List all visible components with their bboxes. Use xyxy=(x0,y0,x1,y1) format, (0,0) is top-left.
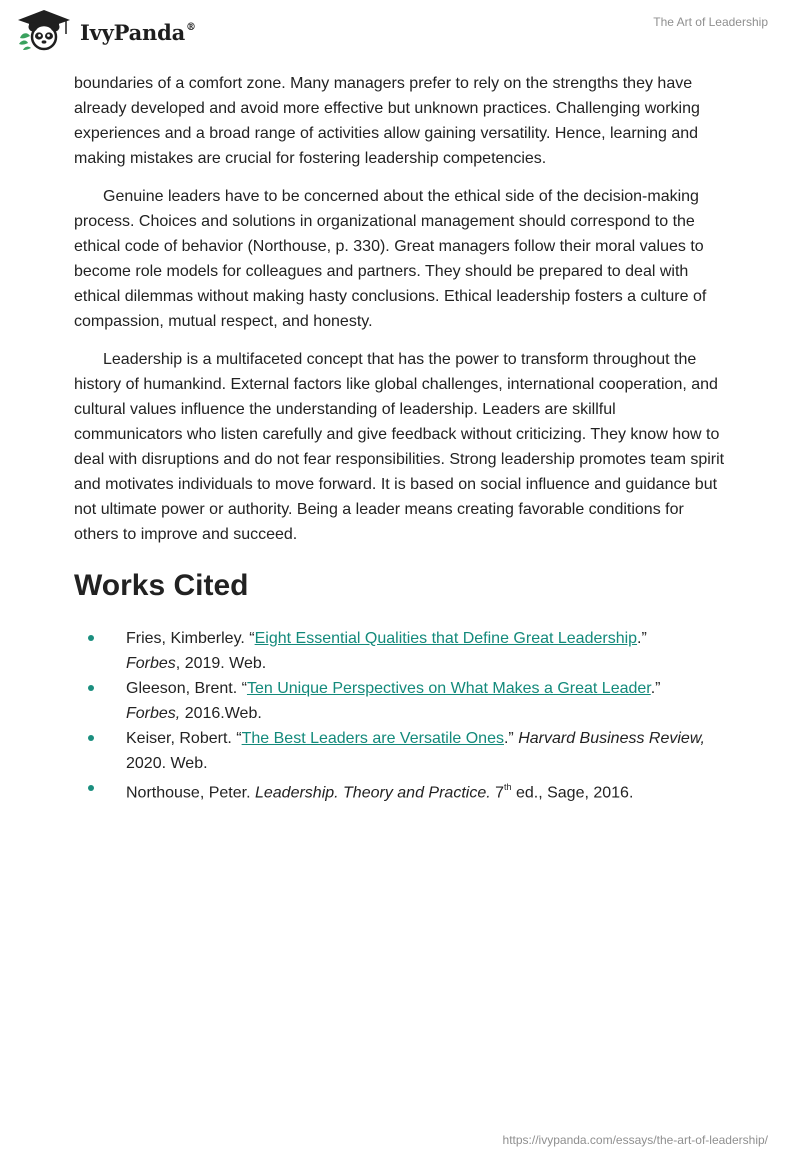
citation-author: Northouse, Peter. xyxy=(126,784,255,802)
citation-author: Fries, Kimberley. “ xyxy=(126,630,255,647)
document-title: The Art of Leadership xyxy=(653,15,768,29)
citation-link[interactable]: Eight Essential Qualities that Define Great Leadership xyxy=(254,630,638,647)
works-cited-list xyxy=(74,626,728,805)
citation-author: Gleeson, Brent. “ xyxy=(126,680,247,697)
citation-item xyxy=(74,626,728,676)
paragraph: boundaries of a comfort zone. Many managers prefer to rely on the strengths they have already developed and avoid more effective but unknown practices. Challenging working experiences and a broad range of activities allow gaining versatility. Hence, learning and making mistakes are crucial for fostering leadership competencies. xyxy=(74,75,700,167)
citation-punctuation: .” xyxy=(637,630,647,647)
citation-source: Forbes, xyxy=(126,705,181,722)
citation-link[interactable]: Ten Unique Perspectives on What Makes a Great Leader xyxy=(246,680,651,697)
citation-source: Forbes xyxy=(126,655,176,672)
citation-tail: , 2019. Web. xyxy=(175,655,267,672)
citation-item xyxy=(74,776,728,805)
citation-source: Harvard Business Review, xyxy=(518,730,705,747)
citation-edition-suffix: th xyxy=(504,782,512,792)
citation-punctuation: .” xyxy=(503,730,519,747)
citation-edition: 7 xyxy=(490,784,504,802)
citation-item xyxy=(74,726,728,776)
bullet-dot-icon xyxy=(88,735,94,741)
panda-graduate-icon xyxy=(14,8,74,52)
page-header xyxy=(0,0,800,70)
citation-item xyxy=(74,676,728,726)
paragraph: Genuine leaders have to be concerned about the ethical side of the decision-making process. Choices and solutions in organizational management should correspond to the ethical code of behavior (Northouse, p. 330). Great managers follow their moral values to become role models for colleagues and partners. They should be prepared to deal with ethical dilemmas without making hasty conclusions. Ethical leadership fosters a culture of compassion, mutual respect, and honesty. xyxy=(74,188,707,330)
bullet-dot-icon xyxy=(88,685,94,691)
essay-content xyxy=(74,71,728,805)
citation-tail: ed., Sage, 2016. xyxy=(511,784,634,802)
citation-title: Leadership. Theory and Practice. xyxy=(254,784,491,802)
citation-punctuation: .” xyxy=(650,680,661,697)
citation-tail: 2016.Web. xyxy=(180,705,262,722)
bullet-dot-icon xyxy=(88,635,94,641)
brand-name: IvyPanda® xyxy=(80,19,196,45)
citation-tail: 2020. Web. xyxy=(126,755,208,772)
works-cited-heading: Works Cited xyxy=(74,569,249,602)
citation-author: Keiser, Robert. “ xyxy=(126,730,242,747)
footer-url[interactable]: https://ivypanda.com/essays/the-art-of-leadership/ xyxy=(502,1133,768,1147)
logo[interactable] xyxy=(14,8,196,52)
bullet-dot-icon xyxy=(88,785,94,791)
citation-link[interactable]: The Best Leaders are Versatile Ones xyxy=(241,730,504,747)
registered-mark: ® xyxy=(186,21,196,33)
paragraph: Leadership is a multifaceted concept that has the power to transform throughout the history of humankind. External factors like global challenges, international cooperation, and cultural values influence the understanding of leadership. Leaders are skillful communicators who listen carefully and give feedback without criticizing. They know how to deal with disruptions and do not fear responsibilities. Strong leadership promotes team spirit and motivates individuals to move forward. It is based on social influence and guidance but not ultimate power or authority. Being a leader means creating favorable conditions for others to improve and succeed. xyxy=(74,351,725,543)
